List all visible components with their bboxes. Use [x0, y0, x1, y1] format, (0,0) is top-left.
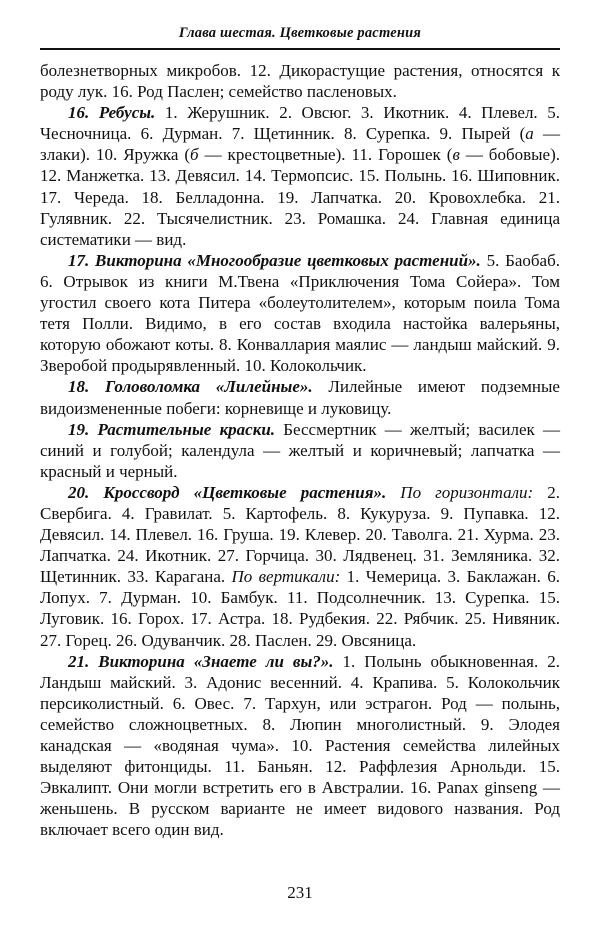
paragraph-16-rebuses — [40, 102, 560, 250]
paragraph-21-quiz-do-you-know — [40, 651, 560, 841]
paragraph-intro — [40, 60, 560, 102]
page-number: 231 — [287, 883, 313, 902]
answer-heading: 21. Викторина «Знаете ли вы?». — [68, 651, 334, 671]
answer-text: — бобовые). 12. Манжетка. 13. Девясил. 14. Термопсис. 15. Полынь. 16. Шиповник. 17. Череда. 18. Белладонна. 19. Лапчатка. 20. Кровохлебка. 21. Гулявник. 22. Тысячелистник. 23. Ромашка. 24. Главная единица систематики — вид. — [40, 145, 560, 249]
answers-text — [40, 60, 560, 840]
answer-text: 1. Жерушник. 2. Овсюг. 3. Икотник. 4. Плевел. 5. Чесночница. 6. Дурман. 7. Щетинник. 8. Сурепка. 9. Пырей ( — [40, 103, 560, 144]
italic-text: б — [190, 145, 199, 165]
book-page — [40, 0, 560, 931]
answer-heading: 19. Растительные краски. — [68, 419, 276, 439]
answer-heading: 17. Викторина «Многообразие цветковых растений». — [68, 250, 481, 270]
paragraph-19-plant-dyes — [40, 419, 560, 482]
answer-text: 1. Чемерица. 3. Баклажан. 6. Лопух. 7. Дурман. 10. Бамбук. 11. Подсолнечник. 13. Сурепка. 15. Луговик. 16. Горох. 17. Астра. 18. Рудбекия. 22. Рябчик. 25. Нивяник. 27. Горец. 26. Одуванчик. 28. Паслен. 29. Овсяница. — [40, 567, 560, 650]
italic-text: а — [525, 124, 534, 144]
paragraph-20-crossword — [40, 482, 560, 651]
running-head: Глава шестая. Цветковые растения — [178, 25, 422, 41]
italic-text: По горизонтали: — [400, 482, 534, 502]
answer-text: Лилейные имеют подземные видоизмененные побеги: корневище и луковицу. — [40, 377, 560, 418]
italic-text: По вертикали: — [231, 567, 341, 587]
header-rule — [40, 48, 560, 50]
paragraph-18-puzzle-liliaceae — [40, 376, 560, 418]
answer-text: 1. Полынь обыкновенная. 2. Ландыш майский. 3. Адонис весенний. 4. Крапива. 5. Колокольчик персиколистный. 6. Овес. 7. Тархун, или эстрагон. Род — полынь, семейство сложноцветных. 8. Люпин многолистный. 9. Элодея канадская — «водяная чума». 10. Растения семейства лилейных выделяют фитонциды. 11. Баньян. 12. Раффлезия Арнольди. 15. Эвкалипт. Они могли встретить его в Австралии. 16. Panax ginseng — женьшень. В русском варианте не имеет видового названия. Род включает всего один вид. — [40, 651, 560, 840]
answer-text: Бессмертник — желтый; василек — синий и голубой; календула — желтый и коричневый; лапчатка — красный и черный. — [40, 419, 560, 481]
answer-text: — злаки). 10. Яружка ( — [40, 124, 561, 165]
answer-heading: 16. Ребусы. — [68, 103, 156, 123]
answer-text: 5. Баобаб. 6. Отрывок из книги М.Твена «Приключения Тома Сойера». Том угостил своего кота Питера «болеутолителем», которым поила Тома тетя Полли. Видимо, в его состав входила настойка валерьяны, которую обожают коты. 8. Конваллария маялис — ландыш майский. 9. Зверобой продырявленный. 10. Колокольчик. — [40, 250, 560, 376]
italic-text: в — [452, 145, 460, 165]
answer-text: болезнетворных микробов. 12. Дикорастущие растения, относятся к роду лук. 16. Род Паслен; семейство пасленовых. — [40, 61, 560, 102]
answer-text: 2. Свербига. 4. Гравилат. 5. Картофель. 8. Кукуруза. 9. Пупавка. 12. Девясил. 14. Плевел. 16. Груша. 19. Клевер. 20. Таволга. 21. Хурма. 23. Лапчатка. 24. Икотник. 27. Горчица. 30. Лядвенец. 31. Земляника. 32. Щетинник. 33. Карагана. — [40, 482, 561, 587]
answer-text: — крестоцветные). 11. Горошек ( — [198, 145, 453, 165]
answer-text — [386, 483, 400, 502]
answer-heading: 20. Кроссворд «Цветковые растения». — [68, 482, 387, 502]
answer-heading: 18. Головоломка «Лилейные». — [68, 377, 313, 397]
paragraph-17-quiz-diversity — [40, 250, 560, 377]
